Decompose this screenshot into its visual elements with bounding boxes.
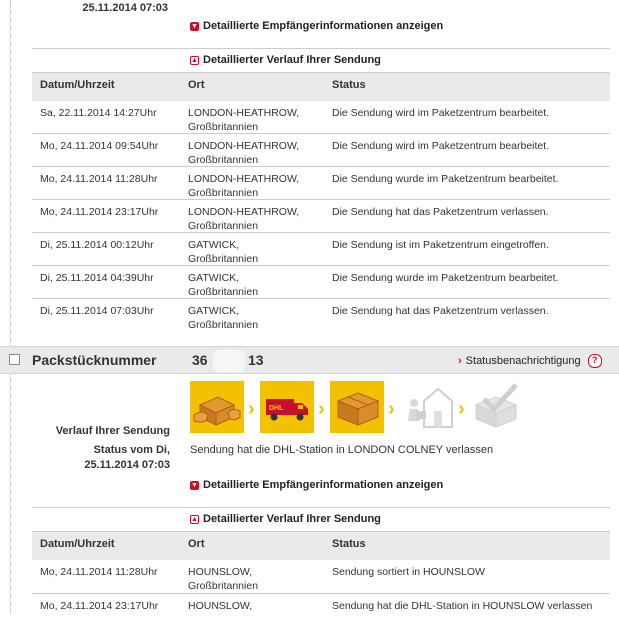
header-date: Datum/Uhrzeit xyxy=(40,538,115,550)
status-notification-link[interactable] xyxy=(458,354,602,368)
row-date: Mo, 24.11.2014 09:54Uhr xyxy=(40,140,159,152)
chevron-right-icon: › xyxy=(458,355,462,367)
row-status: Die Sendung wird im Paketzentrum bearbeitet. xyxy=(332,140,550,152)
recipient-info-toggle-lower[interactable] xyxy=(190,479,443,491)
top-status-time: 25.11.2014 07:03 xyxy=(82,2,168,14)
row-date: Mo, 24.11.2014 11:28Uhr xyxy=(40,173,158,185)
row-date: Di, 25.11.2014 00:12Uhr xyxy=(40,239,154,251)
status-text: Sendung hat die DHL-Station in LONDON COLNEY verlassen xyxy=(190,444,494,456)
row-location: GATWICK, Großbritannien xyxy=(188,272,259,298)
step-arrow-icon: › xyxy=(248,398,255,420)
table-row xyxy=(32,101,610,134)
step-delivered-icon xyxy=(470,381,524,433)
status-label-line2: 25.11.2014 07:03 xyxy=(84,459,170,471)
row-location: GATWICK, Großbritannien xyxy=(188,239,259,265)
package-bar xyxy=(0,346,619,374)
row-date: Mo, 24.11.2014 23:17Uhr xyxy=(40,600,159,612)
recipient-info-toggle[interactable] xyxy=(190,20,443,32)
row-location: LONDON-HEATHROW, Großbritannien xyxy=(188,140,300,166)
left-dotted-guide-lower xyxy=(10,374,11,613)
package-number-redacted xyxy=(213,350,245,372)
table-row xyxy=(32,594,610,627)
step-arrow-icon: › xyxy=(458,398,465,420)
row-date: Di, 25.11.2014 04:39Uhr xyxy=(40,272,154,284)
row-location: LONDON-HEATHROW, Großbritannien xyxy=(188,107,300,133)
history-toggle-label: Detaillierter Verlauf Ihrer Sendung xyxy=(203,513,381,525)
row-status: Sendung hat die DHL-Station in HOUNSLOW verlassen xyxy=(332,600,593,612)
collapse-icon: ▲ xyxy=(191,515,198,523)
row-date: Di, 25.11.2014 07:03Uhr xyxy=(40,305,154,317)
row-date: Mo, 24.11.2014 23:17Uhr xyxy=(40,206,159,218)
step-truck-icon xyxy=(260,381,314,433)
history-table xyxy=(32,72,610,332)
header-status: Status xyxy=(332,538,366,550)
table-row xyxy=(32,167,610,200)
package-number-start: 36 xyxy=(192,352,208,368)
package-checkbox[interactable] xyxy=(9,354,20,365)
row-date: Sa, 22.11.2014 14:27Uhr xyxy=(40,107,157,119)
recipient-info-toggle-label: Detaillierte Empfängerinformationen anzeigen xyxy=(203,20,444,32)
row-location: LONDON-HEATHROW, Großbritannien xyxy=(188,173,300,199)
left-dotted-guide xyxy=(10,0,11,346)
recipient-info-toggle-label: Detaillierte Empfängerinformationen anzeigen xyxy=(203,479,444,491)
history-toggle-label: Detaillierter Verlauf Ihrer Sendung xyxy=(203,54,381,66)
row-status: Die Sendung hat das Paketzentrum verlassen. xyxy=(332,206,549,218)
table-row xyxy=(32,233,610,266)
package-label: Packstücknummer xyxy=(32,352,157,368)
package-number-end: 13 xyxy=(248,352,264,368)
history-toggle-lower[interactable] xyxy=(190,513,381,525)
collapse-icon: ▲ xyxy=(191,56,198,64)
row-status: Die Sendung ist im Paketzentrum eingetroffen. xyxy=(332,239,549,251)
divider xyxy=(32,507,610,508)
status-label-line1: Status vom Di, xyxy=(93,444,170,456)
header-location: Ort xyxy=(188,79,205,91)
row-location: HOUNSLOW, Großbritannien xyxy=(188,566,259,592)
progress-label: Verlauf Ihrer Sendung xyxy=(55,425,170,437)
table-row xyxy=(32,299,610,332)
step-package-center-icon xyxy=(330,381,384,433)
history-toggle[interactable] xyxy=(190,54,381,66)
table-row xyxy=(32,200,610,233)
header-status: Status xyxy=(332,79,366,91)
row-location: HOUNSLOW, xyxy=(188,600,253,612)
table-header xyxy=(32,531,610,560)
divider xyxy=(32,48,610,49)
header-location: Ort xyxy=(188,538,205,550)
step-delivery-icon xyxy=(400,381,454,433)
expand-icon: ▼ xyxy=(191,481,198,489)
row-status: Die Sendung wurde im Paketzentrum bearbeitet. xyxy=(332,173,559,185)
step-arrow-icon: › xyxy=(388,398,395,420)
table-header xyxy=(32,72,610,101)
row-status: Die Sendung hat das Paketzentrum verlassen. xyxy=(332,305,549,317)
row-location: GATWICK, Großbritannien xyxy=(188,305,259,331)
row-status: Die Sendung wird im Paketzentrum bearbeitet. xyxy=(332,107,550,119)
row-status: Sendung sortiert in HOUNSLOW xyxy=(332,566,485,578)
header-date: Datum/Uhrzeit xyxy=(40,79,115,91)
table-row xyxy=(32,134,610,167)
status-notification-label: Statusbenachrichtigung xyxy=(465,355,581,367)
table-row xyxy=(32,266,610,299)
expand-icon: ▼ xyxy=(191,22,198,30)
row-status: Die Sendung wurde im Paketzentrum bearbeitet. xyxy=(332,272,559,284)
help-icon[interactable]: ? xyxy=(588,354,602,368)
step-arrow-icon: › xyxy=(318,398,325,420)
step-drop-off-icon xyxy=(190,381,244,433)
row-location: LONDON-HEATHROW, Großbritannien xyxy=(188,206,300,232)
svg-text:DHL: DHL xyxy=(269,405,284,412)
table-row xyxy=(32,560,610,594)
row-date: Mo, 24.11.2014 11:28Uhr xyxy=(40,566,158,578)
